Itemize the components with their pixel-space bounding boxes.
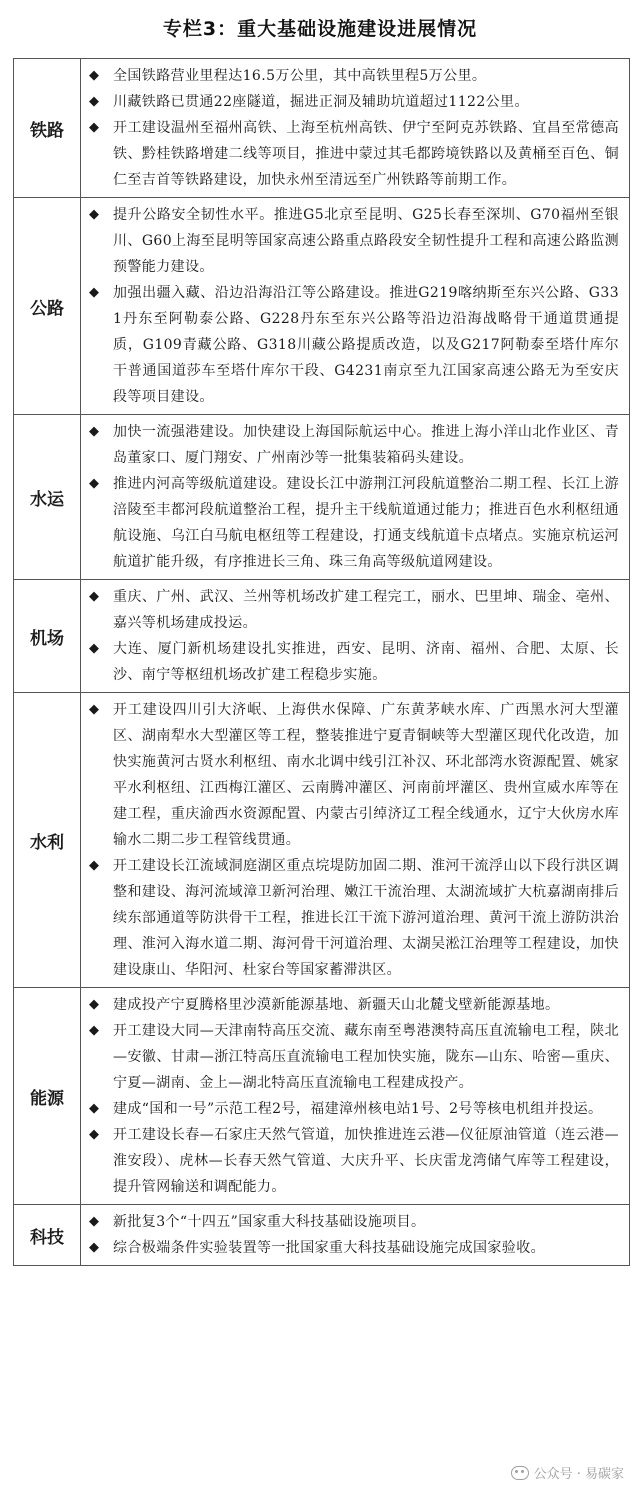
item-text: 开工建设大同—天津南特高压交流、藏东南至粤港澳特高压直流输电工程，陕北—安徽、甘肃—浙江特高压直流输电工程加快实施，陇东—山东、哈密—重庆、宁夏—湖南、金上—湖北特高压直流输电工程建成投产。 — [113, 1023, 619, 1091]
item-text: 川藏铁路已贯通22座隧道，掘进正洞及辅助坑道超过1122公里。 — [113, 94, 529, 110]
list-item — [89, 636, 619, 688]
section-row — [14, 198, 630, 415]
category-items — [81, 693, 630, 988]
item-text: 提升公路安全韧性水平。推进G5北京至昆明、G25长春至深圳、G70福州至银川、G60上海至昆明等国家高速公路重点路段安全韧性提升工程和高速公路监测预警能力建设。 — [113, 207, 619, 275]
diamond-bullet-icon: ◆ — [89, 120, 100, 135]
category-items — [81, 198, 630, 415]
category-items — [81, 415, 630, 580]
list-item — [89, 280, 619, 410]
diamond-bullet-icon: ◆ — [89, 1127, 100, 1142]
section-row — [14, 1205, 630, 1266]
infrastructure-table — [13, 58, 630, 1266]
list-item — [89, 63, 619, 89]
diamond-bullet-icon: ◆ — [89, 589, 100, 604]
section-row — [14, 580, 630, 693]
diamond-bullet-icon: ◆ — [89, 285, 100, 300]
diamond-bullet-icon: ◆ — [89, 1240, 100, 1255]
section-row — [14, 988, 630, 1205]
page-title: 专栏3：重大基础设施建设进展情况 — [162, 18, 478, 40]
wechat-icon — [511, 1466, 529, 1480]
category-label: 能源 — [14, 988, 81, 1205]
item-text: 新批复3个“十四五”国家重大科技基础设施项目。 — [113, 1214, 426, 1230]
diamond-bullet-icon: ◆ — [89, 997, 100, 1012]
diamond-bullet-icon: ◆ — [89, 424, 100, 439]
diamond-bullet-icon: ◆ — [89, 1101, 100, 1116]
category-items — [81, 59, 630, 198]
item-text: 开工建设长春—石家庄天然气管道，加快推进连云港—仪征原油管道（连云港—淮安段）、虎林—长春天然气管道、大庆升平、长庆雷龙湾储气库等工程建设，提升管网输送和调配能力。 — [113, 1127, 619, 1195]
item-text: 推进内河高等级航道建设。建设长江中游荆江河段航道整治二期工程、长江上游涪陵至丰都河段航道整治工程，提升主干线航道通过能力；推进百色水利枢纽通航设施、乌江白马航电枢纽等工程建设，打通支线航道卡点堵点。实施京杭运河航道扩能升级，有序推进长三角、珠三角高等级航道网建设。 — [113, 476, 619, 570]
list-item — [89, 1018, 619, 1096]
item-text: 开工建设温州至福州高铁、上海至杭州高铁、伊宁至阿克苏铁路、宜昌至常德高铁、黔桂铁路增建二线等项目，推进中蒙过其毛都跨境铁路以及黄桶至百色、铜仁至吉首等铁路建设，加快永州至清远至广州铁路等前期工作。 — [113, 120, 619, 188]
watermark — [511, 1463, 624, 1482]
category-label: 水利 — [14, 693, 81, 988]
list-item — [89, 1096, 619, 1122]
diamond-bullet-icon: ◆ — [89, 1214, 100, 1229]
item-text: 加快一流强港建设。加快建设上海国际航运中心。推进上海小洋山北作业区、青岛董家口、厦门翔安、广州南沙等一批集装箱码头建设。 — [113, 424, 619, 466]
table-body — [14, 59, 630, 1266]
item-text: 重庆、广州、武汉、兰州等机场改扩建工程完工，丽水、巴里坤、瑞金、亳州、嘉兴等机场建成投运。 — [113, 589, 619, 631]
list-item — [89, 471, 619, 575]
section-row — [14, 59, 630, 198]
category-label: 铁路 — [14, 59, 81, 198]
category-label: 机场 — [14, 580, 81, 693]
list-item — [89, 1122, 619, 1200]
list-item — [89, 1235, 619, 1261]
list-item — [89, 1209, 619, 1235]
diamond-bullet-icon: ◆ — [89, 207, 100, 222]
item-text: 综合极端条件实验装置等一批国家重大科技基础设施完成国家验收。 — [113, 1240, 545, 1256]
category-label: 水运 — [14, 415, 81, 580]
category-label: 科技 — [14, 1205, 81, 1266]
item-text: 建成投产宁夏腾格里沙漠新能源基地、新疆天山北麓戈壁新能源基地。 — [113, 997, 560, 1013]
category-label: 公路 — [14, 198, 81, 415]
list-item — [89, 584, 619, 636]
watermark-text: 公众号 · 易碳家 — [533, 1467, 624, 1482]
diamond-bullet-icon: ◆ — [89, 1023, 100, 1038]
section-row — [14, 693, 630, 988]
list-item — [89, 202, 619, 280]
list-item — [89, 115, 619, 193]
list-item — [89, 992, 619, 1018]
diamond-bullet-icon: ◆ — [89, 858, 100, 873]
item-text: 大连、厦门新机场建设扎实推进，西安、昆明、济南、福州、合肥、太原、长沙、南宁等枢纽机场改扩建工程稳步实施。 — [113, 641, 619, 683]
list-item — [89, 853, 619, 983]
item-text: 开工建设长江流域洞庭湖区重点垸堤防加固二期、淮河干流浮山以下段行洪区调整和建设、海河流域漳卫新河治理、嫩江干流治理、太湖流域扩大杭嘉湖南排后续东部通道等防洪骨干工程，推进长江干流下游河道治理、黄河干流上游防洪治理、淮河入海水道二期、海河骨干河道治理、太湖吴淞江治理等工程建设，加快建设康山、华阳河、杜家台等国家蓄滞洪区。 — [113, 858, 619, 978]
item-text: 开工建设四川引大济岷、上海供水保障、广东黄茅峡水库、广西黑水河大型灌区、湖南犁水大型灌区等工程，整装推进宁夏青铜峡等大型灌区现代化改造，加快实施黄河古贤水利枢纽、南水北调中线引江补汉、环北部湾水资源配置、姚家平水利枢纽、江西梅江灌区、云南腾冲灌区、河南前坪灌区、贵州宣威水库等在建工程，重庆渝西水资源配置、内蒙古引绰济辽工程全线通水，辽宁大伙房水库输水二期二步工程管线贯通。 — [113, 702, 619, 848]
category-items — [81, 988, 630, 1205]
item-text: 建成“国和一号”示范工程2号，福建漳州核电站1号、2号等核电机组并投运。 — [113, 1101, 603, 1117]
diamond-bullet-icon: ◆ — [89, 702, 100, 717]
item-text: 加强出疆入藏、沿边沿海沿江等公路建设。推进G219喀纳斯至东兴公路、G331丹东至阿勒泰公路、G228丹东至东兴公路等沿边沿海战略骨干通道贯通提质，G109青藏公路、G318川藏公路提质改造，以及G217阿勒泰至塔什库尔干普通国道莎车至塔什库尔干段、G4231南京至九江国家高速公路无为至安庆段等项目建设。 — [113, 285, 619, 405]
diamond-bullet-icon: ◆ — [89, 476, 100, 491]
category-items — [81, 580, 630, 693]
diamond-bullet-icon: ◆ — [89, 641, 100, 656]
diamond-bullet-icon: ◆ — [89, 68, 100, 83]
category-items — [81, 1205, 630, 1266]
section-row — [14, 415, 630, 580]
item-text: 全国铁路营业里程达16.5万公里，其中高铁里程5万公里。 — [113, 68, 487, 84]
diamond-bullet-icon: ◆ — [89, 94, 100, 109]
list-item — [89, 697, 619, 853]
list-item — [89, 89, 619, 115]
list-item — [89, 419, 619, 471]
